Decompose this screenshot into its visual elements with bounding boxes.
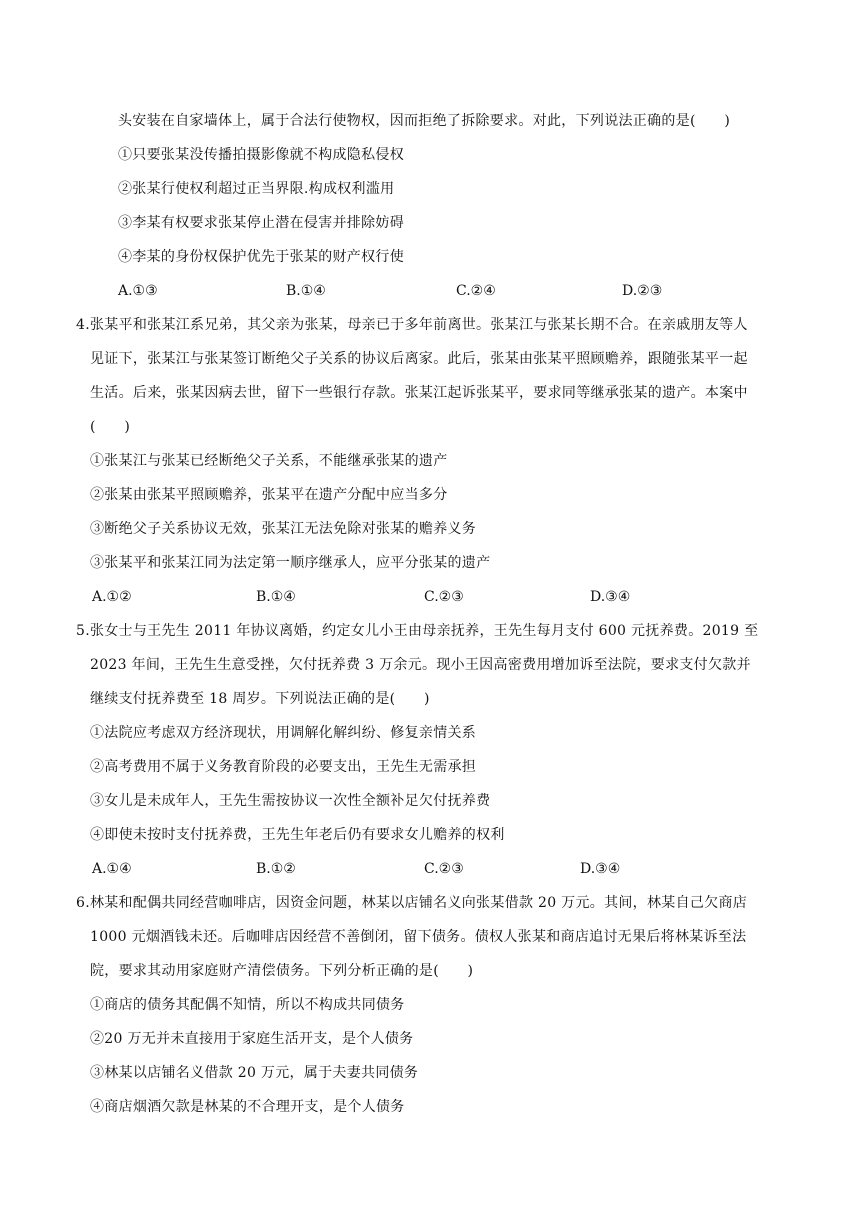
q6-stem-line-1: 6.林某和配偶共同经营咖啡店，因资金问题，林某以店铺名义向张某借款 20 万元。其间，林某自己欠商店 (76, 895, 748, 911)
q4-options (0, 587, 860, 607)
q4-stem-line-2: 见证下，张某江与张某签订断绝父子关系的协议后离家。此后，张某由张某平照顾赡养，跟随张某平一起 (90, 351, 748, 367)
q6-item-2: ②20 万无并未直接用于家庭生活开支，是个人债务 (90, 1031, 414, 1047)
q3-item-2: ②张某行使权利超过正当界限.构成权利滥用 (118, 181, 395, 197)
q6-item-1: ①商店的债务其配偶不知情，所以不构成共同债务 (90, 997, 405, 1013)
q5-stem-line-3: 继续支付抚养费至 18 周岁。下列说法正确的是( ) (90, 691, 430, 707)
q4-item-1: ①张某江与张某已经断绝父子关系，不能继承张某的遗产 (90, 453, 448, 469)
q4-item-3: ③断绝父子关系协议无效，张某江无法免除对张某的赡养义务 (90, 521, 477, 537)
q3-stem-continuation: 头安装在自家墙体上，属于合法行使物权，因而拒绝了拆除要求。对此，下列说法正确的是( ) (118, 113, 731, 129)
q5-option-d: D.③④ (580, 861, 621, 877)
q5-option-a: A.①④ (92, 861, 132, 877)
q5-option-b: B.①② (256, 861, 296, 877)
q5-item-1: ①法院应考虑双方经济现状，用调解化解纠纷、修复亲情关系 (90, 725, 477, 741)
q6-stem-line-3: 院，要求其动用家庭财产清偿债务。下列分析正确的是( ) (90, 963, 474, 979)
q3-item-1: ①只要张某没传播拍摄影像就不构成隐私侵权 (118, 147, 404, 163)
q3-option-b: B.①④ (286, 283, 326, 299)
q6-stem-line-2: 1000 元烟酒钱未还。后咖啡店因经营不善倒闭，留下债务。债权人张某和商店追讨无果后将林某诉至法 (90, 929, 747, 945)
q5-item-3: ③女儿是未成年人，王先生需按协议一次性全额补足欠付抚养费 (90, 793, 491, 809)
q3-item-3: ③李某有权要求张某停止潜在侵害并排除妨碍 (118, 215, 404, 231)
q4-stem-line-3: 生活。后来，张某因病去世，留下一些银行存款。张某江起诉张某平，要求同等继承张某的遗产。本案中 (90, 385, 748, 401)
q3-option-d: D.②③ (622, 283, 663, 299)
q4-item-4: ③张某平和张某江同为法定第一顺序继承人，应平分张某的遗产 (90, 555, 491, 571)
q5-option-c: C.②③ (424, 861, 464, 877)
q4-stem-line-1: 4.张某平和张某江系兄弟，其父亲为张某，母亲已于多年前离世。张某江与张某长期不合。在亲戚朋友等人 (76, 317, 748, 333)
q5-stem-line-1: 5.张女士与王先生 2011 年协议离婚，约定女儿小王由母亲抚养，王先生每月支付 600 元抚养费。2019 至 (76, 623, 759, 639)
q5-stem-line-2: 2023 年间，王先生生意受挫，欠付抚养费 3 万余元。现小王因高密费用增加诉至法院，要求支付欠款并 (90, 657, 751, 673)
q5-options (0, 859, 860, 879)
q4-option-d: D.③④ (590, 589, 631, 605)
q6-item-3: ③林某以店铺名义借款 20 万元，属于夫妻共同债务 (90, 1065, 419, 1081)
q3-option-c: C.②④ (456, 283, 496, 299)
q4-option-c: C.②③ (424, 589, 464, 605)
q4-item-2: ②张某由张某平照顾赡养，张某平在遗产分配中应当多分 (90, 487, 448, 503)
q3-options (0, 281, 860, 301)
q3-option-a: A.①③ (118, 283, 158, 299)
q5-item-4: ④即使未按时支付抚养费，王先生年老后仍有要求女儿赡养的权利 (90, 827, 505, 843)
q4-option-b: B.①④ (256, 589, 296, 605)
q4-stem-line-4: ( ) (90, 419, 131, 435)
q5-item-2: ②高考费用不属于义务教育阶段的必要支出，王先生无需承担 (90, 759, 477, 775)
q6-item-4: ④商店烟酒欠款是林某的不合理开支，是个人债务 (90, 1099, 405, 1115)
q4-option-a: A.①② (92, 589, 132, 605)
q3-item-4: ④李某的身份权保护优先于张某的财产权行使 (118, 249, 404, 265)
